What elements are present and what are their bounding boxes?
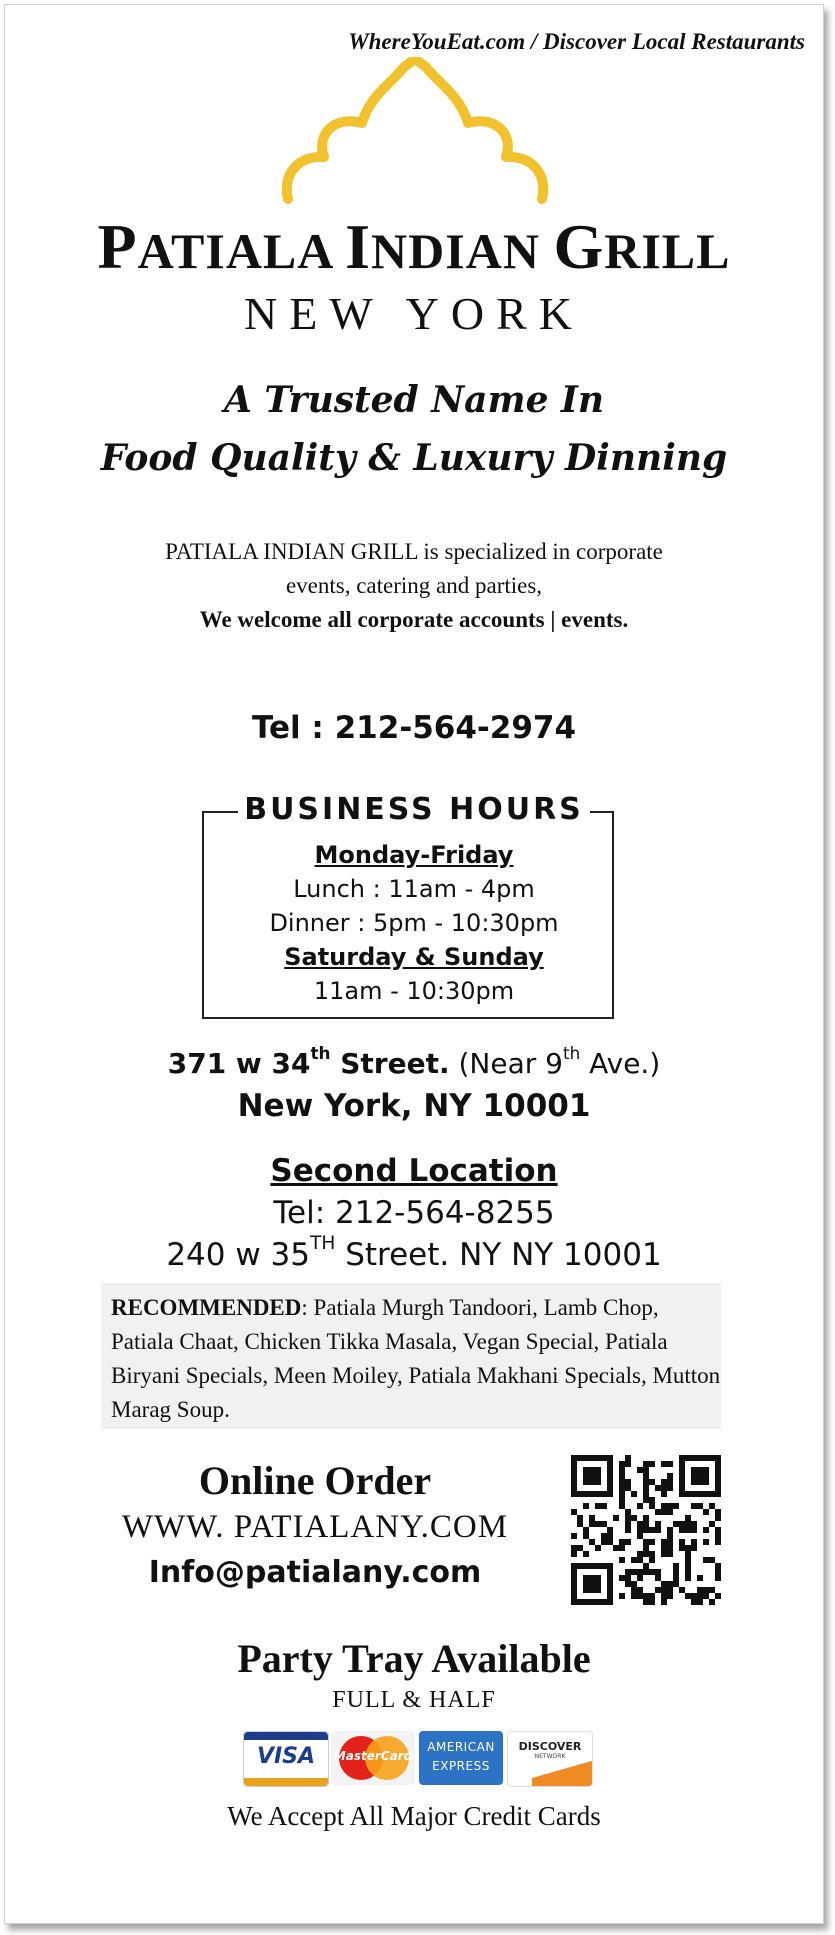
tagline-line-2: Food Quality & Luxury Dinning [100,437,728,479]
mastercard-icon: MasterCard [331,1731,415,1785]
business-hours-title: BUSINESS HOURS [5,792,823,827]
tagline-line-1: A Trusted Name In [223,379,605,421]
party-tray-heading: Party Tray Available [237,1636,591,1681]
online-order-heading: Online Order [198,1458,432,1503]
email-link[interactable]: Info@patialany.com [148,1555,482,1590]
intro-line-3: We welcome all corporate accounts | events. [199,607,629,632]
weekend-hours: 11am - 10:30pm [313,977,515,1005]
recommended-panel [101,1283,721,1429]
restaurant-city: NEW YORK [243,288,585,339]
main-address-city: New York, NY 10001 [237,1088,591,1124]
second-location-heading: Second Location [270,1153,558,1189]
party-tray-sizes: FULL & HALF [332,1687,496,1713]
qr-code-icon[interactable] [571,1455,721,1605]
second-location-address: 240 w 35TH Street. NY NY 10001 [166,1233,662,1273]
main-phone[interactable]: Tel : 212-564-2974 [251,710,577,746]
visa-icon: VISA [243,1731,329,1787]
weekday-label: Monday-Friday [314,841,514,869]
american-express-icon: AMERICAN EXPRESS [419,1731,503,1785]
site-watermark: WhereYouEat.com / Discover Local Restaurants [348,29,805,54]
crown-ornament-icon [280,57,550,207]
lunch-hours: Lunch : 11am - 4pm [293,875,535,903]
intro-text [5,535,823,637]
discover-icon: DISCOVER NETWORK [507,1731,593,1787]
second-location-phone[interactable]: Tel: 212-564-8255 [273,1195,555,1231]
recommended-text: RECOMMENDED: Patiala Murgh Tandoori, Lamb Chop, Patiala Chaat, Chicken Tikka Masala, Vegan Special, Patiala Biryani Specials, Meen Moiley, Patiala Makhani Specials, Mutton Marag Soup. [111,1295,721,1422]
credit-card-note: We Accept All Major Credit Cards [227,1801,601,1831]
menu-flyer-page [4,4,824,1924]
website-link[interactable]: WWW. PATIALANY.COM [121,1509,509,1545]
restaurant-name: PATIALA INDIAN GRILL [97,211,731,282]
dinner-hours: Dinner : 5pm - 10:30pm [269,909,559,937]
intro-line-2: events, catering and parties, [285,573,543,598]
main-address-street: 371 w 34th Street. (Near 9th Ave.) [167,1043,661,1080]
weekend-label: Saturday & Sunday [284,943,544,971]
intro-line-1: PATIALA INDIAN GRILL is specialized in corporate [165,539,663,564]
